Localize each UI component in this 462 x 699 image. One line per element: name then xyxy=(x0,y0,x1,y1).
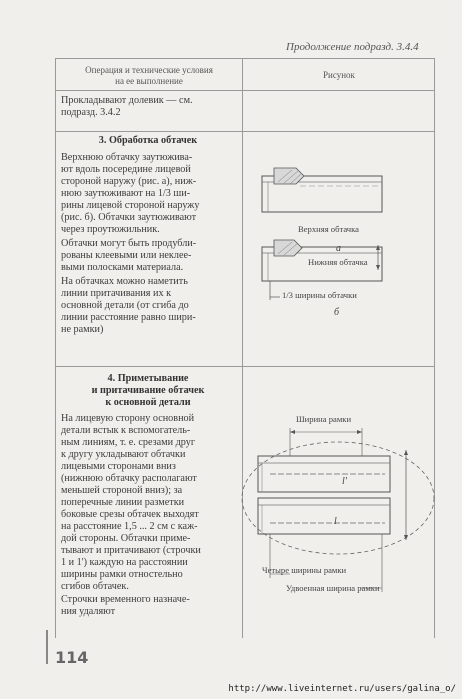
section3-line: через проутюжильник. xyxy=(61,224,160,235)
section3-line: выми полосками материала. xyxy=(61,262,184,273)
section4-line: поперечные линии разметки xyxy=(61,497,185,508)
column-header-figure: Рисунок xyxy=(323,70,355,80)
section3-line: нюю заутюживают на 1/3 ши- xyxy=(61,188,191,199)
label-stitch-l: l xyxy=(334,516,337,527)
label-upper-facing: Верхняя обтачка xyxy=(298,224,359,234)
section4-line: боковые срезы обтачек выходят xyxy=(61,509,199,520)
column-header-line: на ее выполнение xyxy=(115,76,183,86)
caption-a: а xyxy=(336,243,341,254)
caption-b: б xyxy=(334,307,340,318)
label-lower-facing: Нижняя обтачка xyxy=(308,257,368,267)
page-number: 114 xyxy=(55,648,89,667)
section4-line: меньшей стороной вниз); за xyxy=(61,485,183,496)
section4-line: На лицевую сторону основной xyxy=(61,413,195,424)
section3-line: основной детали (от сгиба до xyxy=(61,300,189,311)
label-double-frame-width: Удвоенная ширина рамки xyxy=(286,583,380,593)
section4-line: ния удаляют xyxy=(61,606,116,617)
section4-line: (нижнюю обтачку располагают xyxy=(61,473,197,484)
label-frame-width: Ширина рамки xyxy=(296,414,352,424)
section4-line: ширины рамки отностельно xyxy=(61,569,183,580)
page-margin-bar xyxy=(46,630,48,664)
section3-line: стороной наружу (рис. а), ниж- xyxy=(61,176,197,187)
label-one-third-width: 1/3 ширины обтачки xyxy=(282,290,357,300)
section3-line: линии притачивания их к xyxy=(61,288,172,299)
section3-line: не рамки) xyxy=(61,324,104,335)
section4-line: сгибов обтачек. xyxy=(61,581,129,592)
section3-line: рованы клеевыми или неклее- xyxy=(61,250,192,261)
section3-line: На обтачках можно наметить xyxy=(61,276,188,287)
section4-line: Строчки временного назначе- xyxy=(61,594,190,605)
section3-line: (рис. б). Обтачки заутюживают xyxy=(61,212,197,223)
row1-line: подразд. 3.4.2 xyxy=(61,107,121,118)
section3-line: ют вдоль посередине лицевой xyxy=(61,164,191,175)
section3-line: Обтачки могут быть продубли- xyxy=(61,238,197,249)
label-stitch-l-prime: l' xyxy=(342,476,347,487)
section3-title: 3. Обработка обтачек xyxy=(98,135,198,146)
section3-line: Верхнюю обтачку заутюжива- xyxy=(61,152,193,163)
section4-line: детали встык к вспомогатель- xyxy=(61,425,191,436)
column-header-line: Операция и технические условия xyxy=(85,65,213,75)
section3-line: линии расстояние равно шири- xyxy=(61,312,196,323)
section4-line: тывают и притачивают (строчки xyxy=(61,545,201,556)
section4-line: лицевыми сторонами вниз xyxy=(61,461,176,472)
section4-title-line: и притачивание обтачек xyxy=(91,385,205,396)
section4-line: 1 и 1') каждую на расстоянии xyxy=(61,557,188,568)
watermark-url: http://www.liveinternet.ru/users/galina_o/ xyxy=(228,684,456,694)
running-header: Продолжение подразд. 3.4.4 xyxy=(286,41,419,53)
section4-title-line: к основной детали xyxy=(105,397,191,408)
section4-line: дой стороны. Обтачки приме- xyxy=(61,533,191,544)
section4-line: на расстояние 1,5 ... 2 см с каж- xyxy=(61,521,198,532)
row1-line: Прокладывают долевик — см. xyxy=(61,95,193,106)
section4-line: ным линиям, т. е. срезами друг xyxy=(61,437,196,448)
section4-line: к другу укладывают обтачки xyxy=(61,449,186,460)
label-four-frame-widths: Четыре ширины рамки xyxy=(262,565,347,575)
section4-title-line: 4. Приметывание xyxy=(107,373,189,384)
section3-line: рины лицевой стороной наружу xyxy=(61,200,200,211)
